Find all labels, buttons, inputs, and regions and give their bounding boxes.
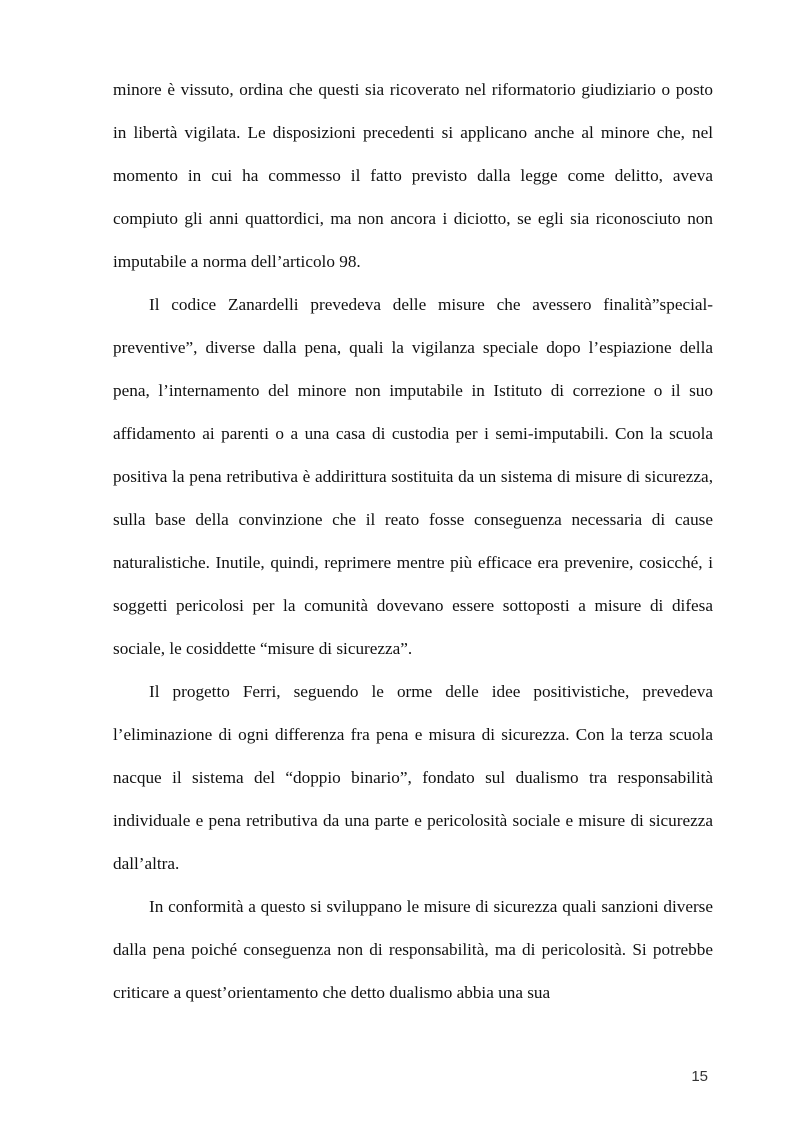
paragraph-conformita: In conformità a questo si sviluppano le misure di sicurezza quali sanzioni diverse dalla pena poiché conseguenza non di responsabilità, ma di pericolosità. Si potrebbe criticare a quest’orientamento che detto dualismo abbia una sua [113,897,713,1002]
paragraph-ferri: Il progetto Ferri, seguendo le orme delle idee positivistiche, prevedeva l’eliminazione di ogni differenza fra pena e misura di sicurezza. Con la terza scuola nacque il sistema del “doppio binario”, fondato sul dualismo tra responsabilità individuale e pena retributiva da una parte e pericolosità sociale e misure di sicurezza dall’altra. [113,682,713,873]
paragraph-continuation: minore è vissuto, ordina che questi sia ricoverato nel riformatorio giudiziario o posto in libertà vigilata. Le disposizioni precedenti si applicano anche al minore che, nel momento in cui ha commesso il fatto previsto dalla legge come delitto, aveva compiuto gli anni quattordici, ma non ancora i diciotto, se egli sia riconosciuto non imputabile a norma dell’articolo 98. [113,80,713,271]
body-text [113,68,713,1014]
paragraph-zanardelli: Il codice Zanardelli prevedeva delle misure che avessero finalità”special-preventive”, diverse dalla pena, quali la vigilanza speciale dopo l’espiazione della pena, l’internamento del minore non imputabile in Istituto di correzione o il suo affidamento ai parenti o a una casa di custodia per i semi-imputabili. Con la scuola positiva la pena retributiva è addirittura sostituita da un sistema di misure di sicurezza, sulla base della convinzione che il reato fosse conseguenza necessaria di cause naturalistiche. Inutile, quindi, reprimere mentre più efficace era prevenire, cosicché, i soggetti pericolosi per la comunità dovevano essere sottoposti a misure di difesa sociale, le cosiddette “misure di sicurezza”. [113,295,713,658]
page-number: 15 [691,1068,708,1085]
